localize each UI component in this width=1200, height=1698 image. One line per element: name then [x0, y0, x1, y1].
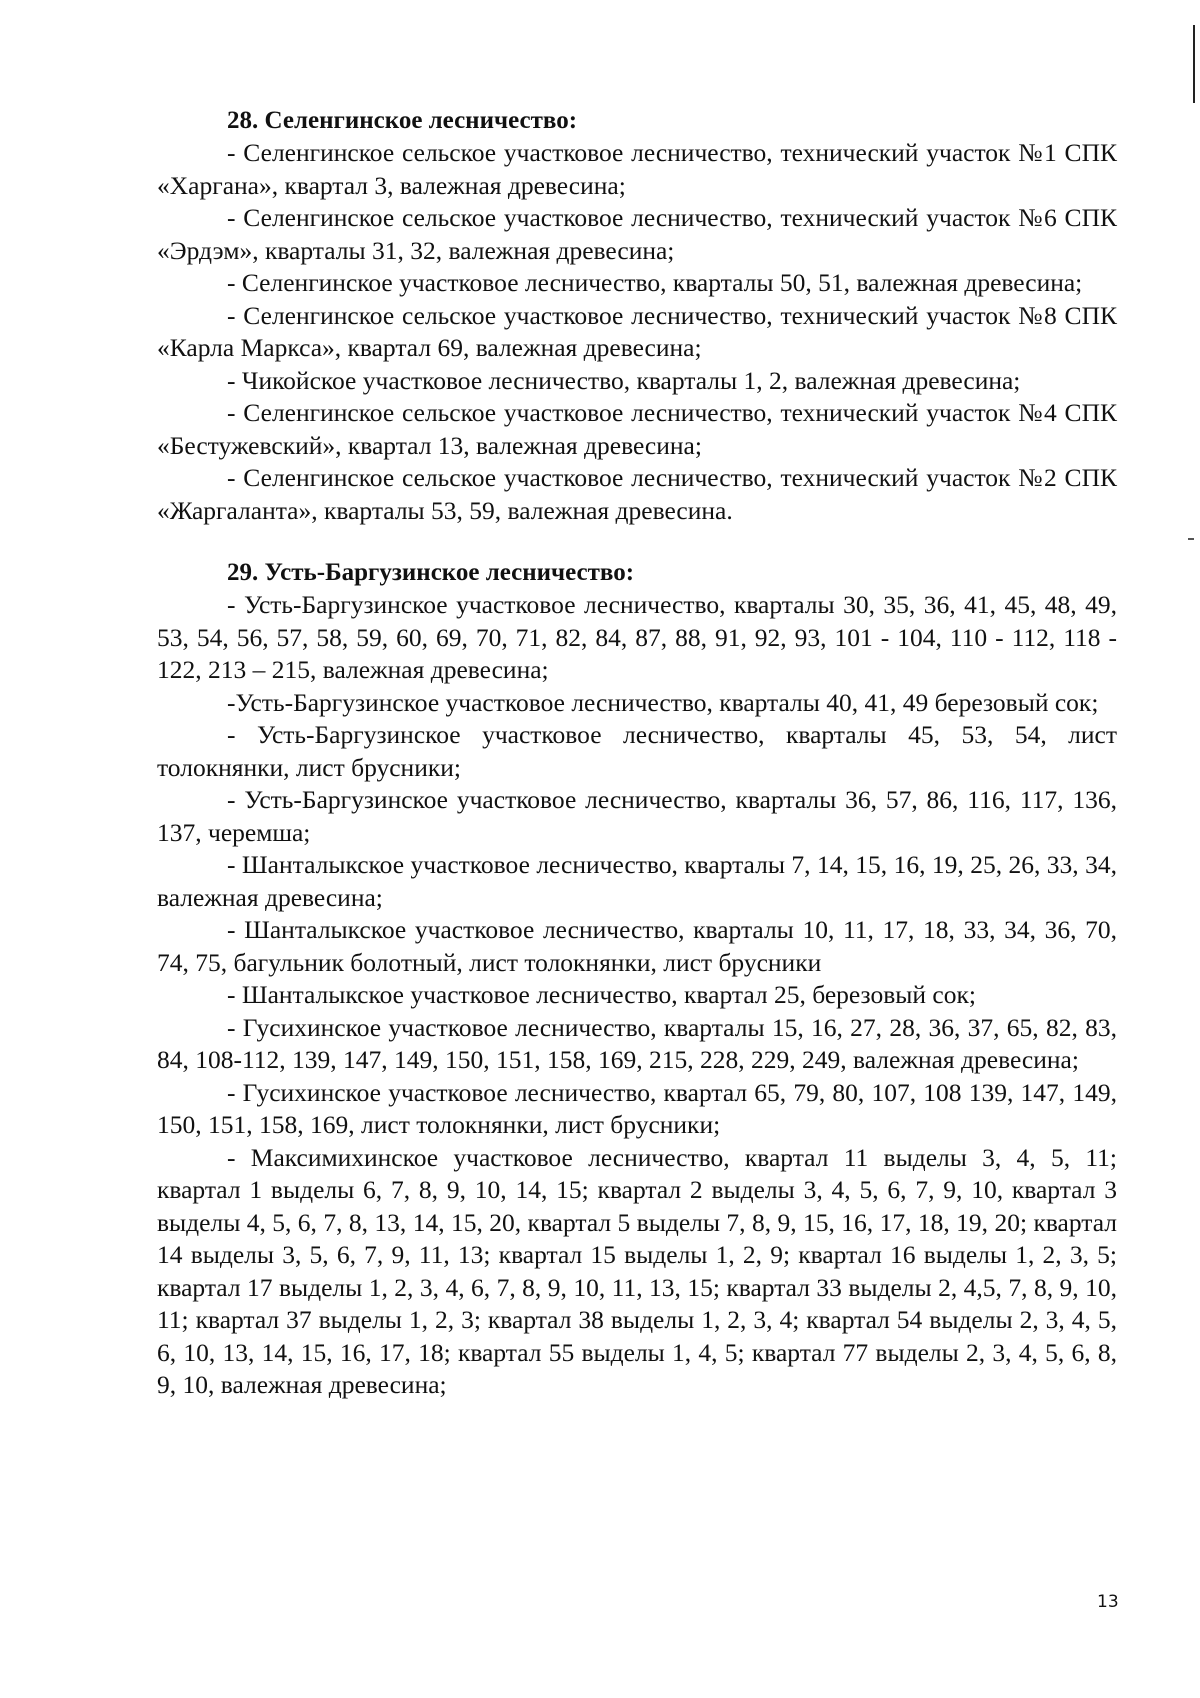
list-item: -Усть-Баргузинское участковое лесничество, кварталы 40, 41, 49 березовый сок; — [227, 687, 1099, 717]
list-item: - Селенгинское участковое лесничество, кварталы 50, 51, валежная древесина; — [227, 268, 1083, 297]
list-item: - Гусихинское участковое лесничество, квартал 65, 79, 80, 107, 108 139, 147, 149, 150, 151, 158, 169, лист толокнянки, лист брусники; — [157, 1077, 1117, 1139]
section-heading: 28. Селенгинское лесничество: — [227, 107, 578, 134]
list-item: - Селенгинское сельское участковое лесничество, технический участок №4 СПК «Бестужевский», квартал 13, валежная древесина; — [157, 398, 1117, 460]
list-item: - Гусихинское участковое лесничество, кварталы 15, 16, 27, 28, 36, 37, 65, 82, 83, 84, 108-112, 139, 147, 149, 150, 151, 158, 169, 215, 228, 229, 249, валежная древесина; — [157, 1012, 1117, 1074]
list-item: - Усть-Баргузинское участковое лесничество, кварталы 30, 35, 36, 41, 45, 48, 49, 53, 54, 56, 57, 58, 59, 60, 69, 70, 71, 82, 84, 87, 88, 91, 92, 93, 101 - 104, 110 - 112, 118 - 122, 213 – 215, валежная древесина; — [157, 590, 1117, 684]
section-selenga — [157, 105, 1117, 527]
list-item: - Селенгинское сельское участковое лесничество, технический участок №2 СПК «Жаргаланта», кварталы 53, 59, валежная древесина. — [157, 463, 1117, 525]
list-item: - Шанталыкское участковое лесничество, квартал 25, березовый сок; — [227, 980, 976, 1009]
section-heading: 29. Усть-Баргузинское лесничество: — [227, 559, 635, 586]
list-item: - Усть-Баргузинское участковое лесничество, кварталы 45, 53, 54, лист толокнянки, лист брусники; — [157, 720, 1117, 782]
scan-edge-mark — [1193, 25, 1195, 103]
list-item: - Усть-Баргузинское участковое лесничество, кварталы 36, 57, 86, 116, 117, 136, 137, черемша; — [157, 785, 1117, 847]
list-item: - Селенгинское сельское участковое лесничество, технический участок №1 СПК «Харгана», квартал 3, валежная древесина; — [157, 138, 1117, 200]
scan-side-mark — [1188, 538, 1194, 540]
list-item: - Шанталыкское участковое лесничество, кварталы 7, 14, 15, 16, 19, 25, 26, 33, 34, валежная древесина; — [157, 850, 1117, 912]
list-item: - Максимихинское участковое лесничество, квартал 11 выделы 3, 4, 5, 11; квартал 1 выделы 6, 7, 8, 9, 10, 14, 15; квартал 2 выделы 3, 4, 5, 6, 7, 9, 10, квартал 3 выделы 4, 5, 6, 7, 8, 13, 14, 15, 20, квартал 5 выделы 7, 8, 9, 15, 16, 17, 18, 19, 20; квартал 14 выделы 3, 5, 6, 7, 9, 11, 13; квартал 15 выделы 1, 2, 9; квартал 16 выделы 1, 2, 3, 5; квартал 17 выделы 1, 2, 3, 4, 6, 7, 8, 9, 10, 11, 13, 15; квартал 33 выделы 2, 4,5, 7, 8, 9, 10, 11; квартал 37 выделы 1, 2, 3; квартал 38 выделы 1, 2, 3, 4; квартал 54 выделы 2, 3, 4, 5, 6, 10, 13, 14, 15, 16, 17, 18; квартал 55 выделы 1, 4, 5; квартал 77 выделы 2, 3, 4, 5, 6, 8, 9, 10, валежная древесина; — [157, 1142, 1117, 1399]
list-item: - Селенгинское сельское участковое лесничество, технический участок №6 СПК «Эрдэм», кварталы 31, 32, валежная древесина; — [157, 203, 1117, 265]
list-item: - Шанталыкское участковое лесничество, кварталы 10, 11, 17, 18, 33, 34, 36, 70, 74, 75, багульник болотный, лист толокнянки, лист брусники — [157, 915, 1117, 977]
list-item: - Селенгинское сельское участковое лесничество, технический участок №8 СПК «Карла Маркса», квартал 69, валежная древесина; — [157, 300, 1117, 362]
section-ust-barguzin — [157, 557, 1117, 1402]
page-number: 13 — [1097, 1592, 1119, 1612]
list-item: - Чикойское участковое лесничество, кварталы 1, 2, валежная древесина; — [227, 365, 1021, 395]
document-page — [157, 105, 1117, 1402]
